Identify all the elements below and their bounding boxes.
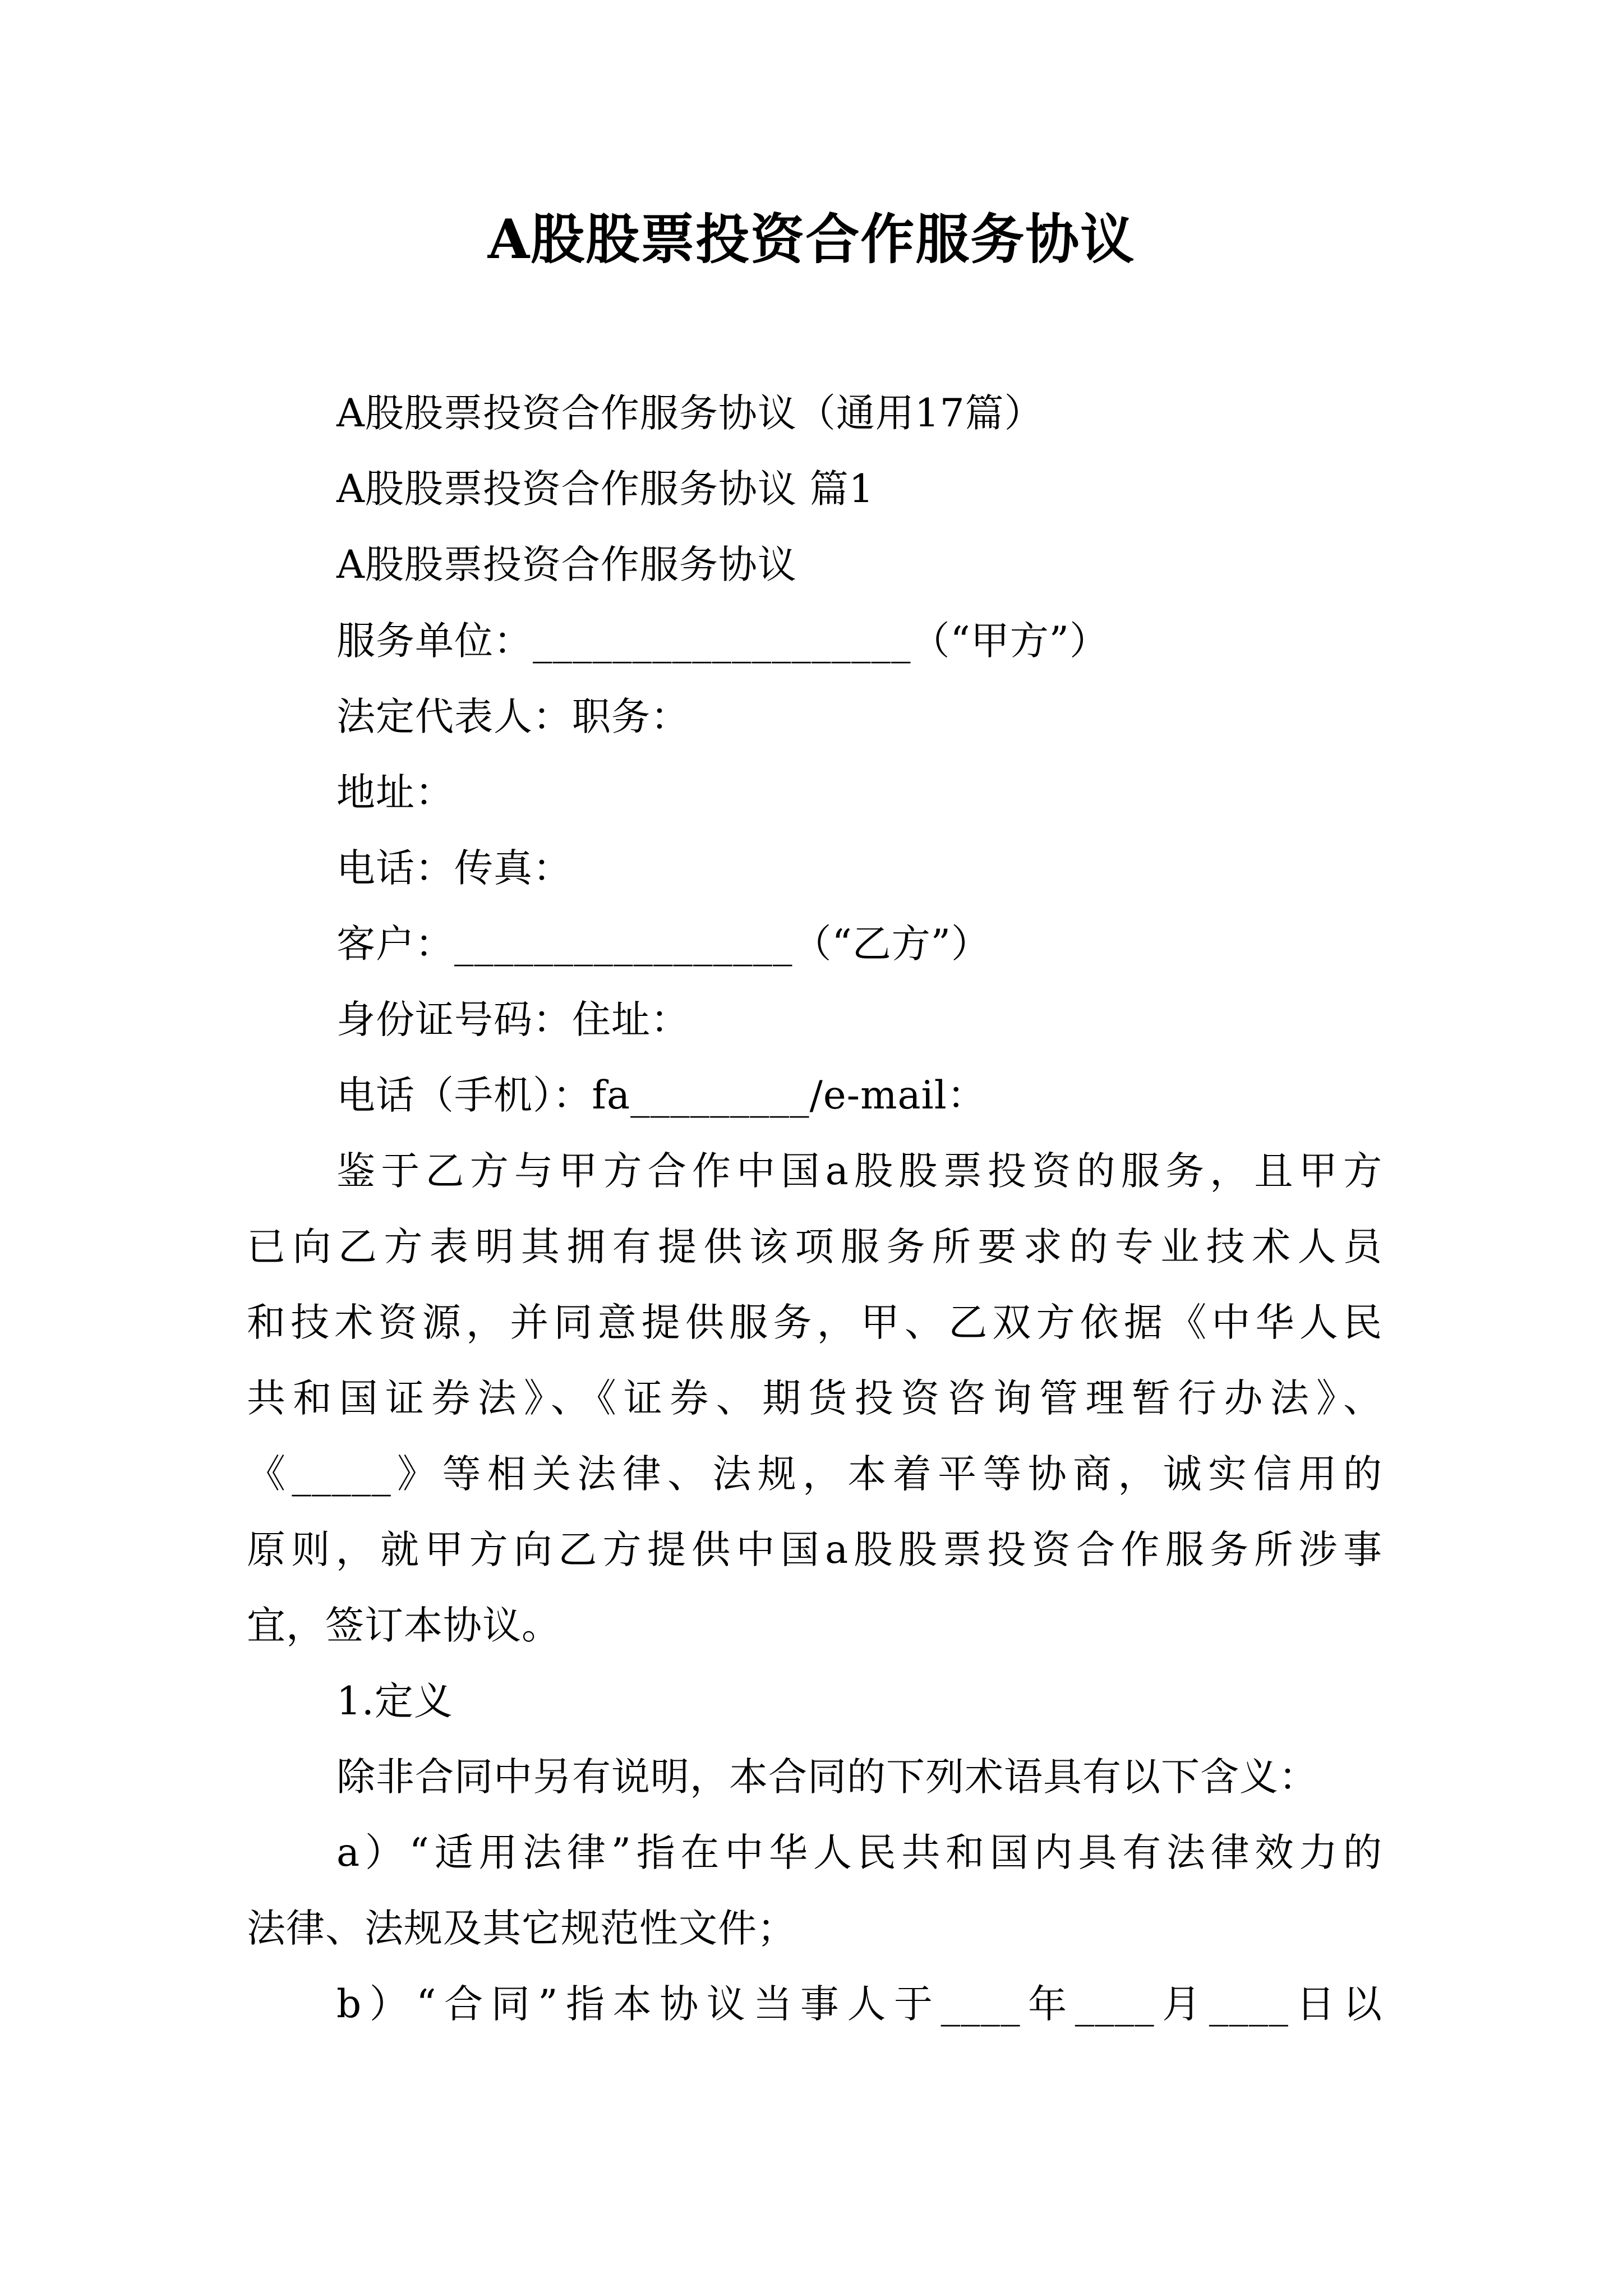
clause-heading: 1.定义	[336, 1679, 453, 1724]
address-line: 地址：	[336, 770, 454, 815]
paragraph-line: 和技术资源，并同意提供服务，甲、乙双方依据《中华人民	[247, 1300, 1382, 1345]
legal-rep-line: 法定代表人：职务：	[336, 694, 690, 739]
phone-fax-line: 电话：传真：	[336, 846, 572, 891]
definition-line: 法律、法规及其它规范性文件；	[247, 1906, 796, 1951]
paragraph-line: 共和国证券法》、《证券、期货投资咨询管理暂行办法》、	[247, 1376, 1382, 1421]
agreement-name: A股股票投资合作服务协议	[336, 542, 797, 587]
subtitle-line: A股股票投资合作服务协议（通用17篇）	[336, 391, 1044, 436]
definition-line: b）“合同”指本协议当事人于____年____月____日以	[336, 1982, 1382, 2027]
party-a-line: 服务单位：___________________（“甲方”）	[336, 619, 1109, 664]
paragraph-line: 鉴于乙方与甲方合作中国a股股票投资的服务，且甲方	[336, 1149, 1382, 1194]
document-title: A股股票投资合作服务协议	[487, 208, 1136, 271]
party-b-line: 客户：_________________（“乙方”）	[336, 922, 991, 967]
id-number-line: 身份证号码：住址：	[336, 997, 690, 1042]
clause-intro: 除非合同中另有说明，本合同的下列术语具有以下含义：	[336, 1755, 1318, 1800]
mobile-email-line: 电话（手机）：fa_________/e-mail：	[336, 1073, 986, 1118]
paragraph-line: 宜，签订本协议。	[247, 1603, 561, 1648]
section-heading: A股股票投资合作服务协议 篇1	[336, 467, 874, 512]
paragraph-line: 原则，就甲方向乙方提供中国a股股票投资合作服务所涉事	[247, 1527, 1382, 1572]
definition-line: a）“适用法律”指在中华人民共和国内具有法律效力的	[336, 1830, 1382, 1875]
paragraph-line: 已向乙方表明其拥有提供该项服务所要求的专业技术人员	[247, 1225, 1382, 1269]
paragraph-line: 《_____》等相关法律、法规，本着平等协商，诚实信用的	[247, 1452, 1382, 1497]
